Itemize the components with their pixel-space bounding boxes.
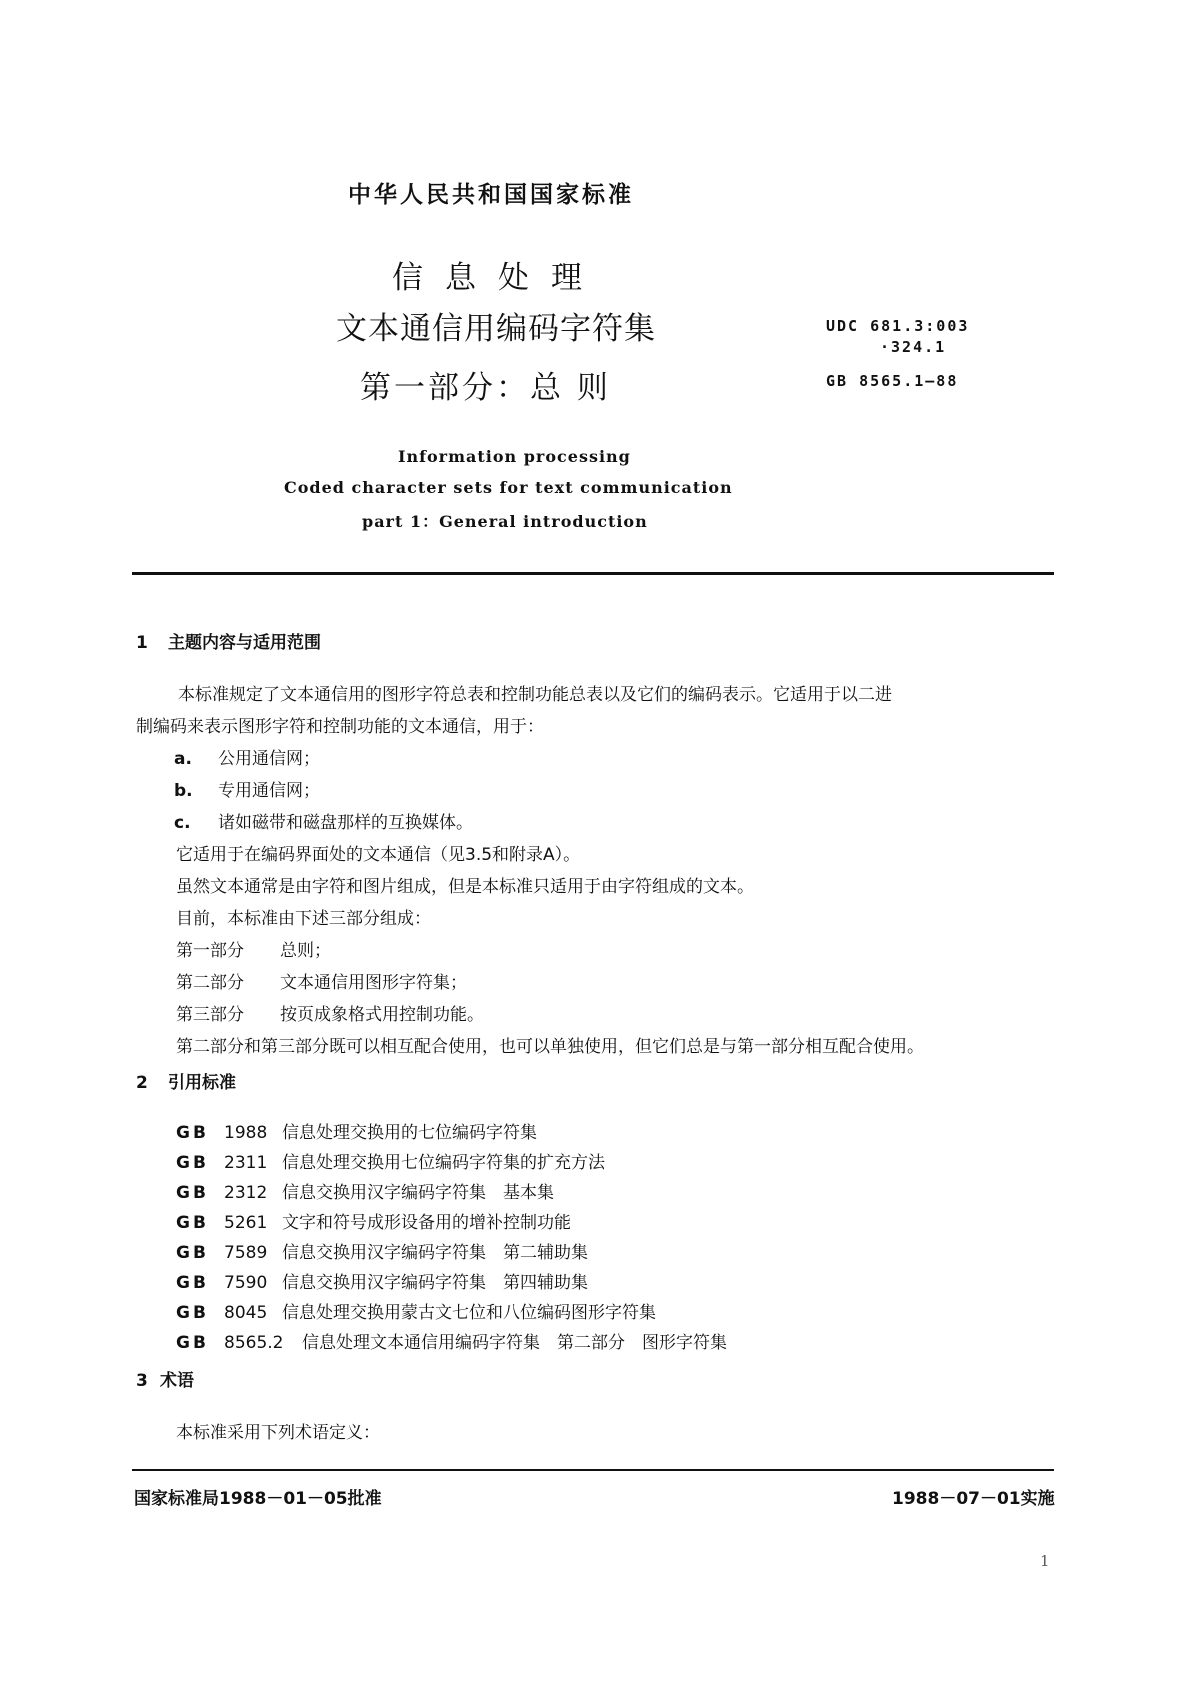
part-item: [176, 1000, 484, 1025]
reference-prefix: GB: [176, 1153, 209, 1173]
section-3-paragraph-1: 本标准采用下列术语定义：: [176, 1423, 380, 1443]
reference-title: 信息交换用汉字编码字符集 第四辅助集: [282, 1273, 588, 1293]
part-item: [176, 936, 331, 961]
reference-row: [176, 1238, 588, 1263]
list-item: [174, 776, 320, 801]
standard-organization: 中华人民共和国国家标准: [348, 182, 634, 208]
reference-row: [176, 1268, 588, 1293]
udc-code-line-2: ·324.1: [880, 338, 947, 356]
reference-row: [176, 1298, 656, 1323]
reference-prefix: GB: [176, 1123, 209, 1143]
reference-title: 信息交换用汉字编码字符集 基本集: [282, 1183, 554, 1203]
list-item: [174, 744, 320, 769]
list-item-label: a.: [174, 749, 192, 769]
title-line-3: 第一部分：总 则: [360, 370, 611, 406]
english-title-line-3: part 1：General introduction: [362, 512, 648, 531]
header-divider: [132, 572, 1054, 575]
list-item-text: 专用通信网；: [218, 781, 320, 801]
reference-prefix: GB: [176, 1183, 209, 1203]
udc-code-line-1: UDC 681.3:003: [826, 317, 970, 335]
reference-title: 文字和符号成形设备用的增补控制功能: [282, 1213, 571, 1233]
reference-code: 8045: [224, 1303, 268, 1323]
reference-code: 7590: [224, 1273, 268, 1293]
section-1-paragraph-5: 第二部分和第三部分既可以相互配合使用，也可以单独使用，但它们总是与第一部分相互配合使用。: [176, 1037, 924, 1057]
reference-row: [176, 1148, 605, 1173]
reference-code: 8565.2: [224, 1333, 284, 1353]
reference-prefix: GB: [176, 1273, 209, 1293]
list-item-text: 诸如磁带和磁盘那样的互换媒体。: [218, 813, 473, 833]
list-item-label: b.: [174, 781, 193, 801]
reference-code: 5261: [224, 1213, 268, 1233]
english-title-line-2: Coded character sets for text communication: [284, 478, 733, 497]
reference-code: 2311: [224, 1153, 268, 1173]
section-number: 3: [136, 1371, 148, 1391]
section-title: 引用标准: [168, 1073, 236, 1093]
part-text: 按页成象格式用控制功能。: [280, 1005, 484, 1025]
list-item: [174, 808, 473, 833]
page-number: 1: [1040, 1552, 1050, 1570]
reference-code: 7589: [224, 1243, 268, 1263]
section-number: 1: [136, 633, 148, 653]
part-text: 文本通信用图形字符集；: [280, 973, 467, 993]
section-number: 2: [136, 1073, 148, 1093]
title-line-1: 信息处理: [392, 260, 604, 296]
english-title-line-1: Information processing: [398, 447, 631, 466]
section-1-paragraph-3: 虽然文本通常是由字符和图片组成，但是本标准只适用于由字符组成的文本。: [176, 877, 754, 897]
section-title: 主题内容与适用范围: [168, 633, 321, 653]
reference-code: 2312: [224, 1183, 268, 1203]
reference-title: 信息处理交换用蒙古文七位和八位编码图形字符集: [282, 1303, 656, 1323]
gb-standard-code: GB 8565.1—88: [826, 372, 959, 390]
reference-title: 信息处理交换用七位编码字符集的扩充方法: [282, 1153, 605, 1173]
part-text: 总则；: [280, 941, 331, 961]
part-item: [176, 968, 467, 993]
title-line-2: 文本通信用编码字符集: [336, 311, 656, 347]
footer-divider: [132, 1469, 1054, 1471]
section-1-paragraph-4: 目前，本标准由下述三部分组成：: [176, 909, 431, 929]
part-label: 第一部分: [176, 941, 244, 961]
effective-date: 1988－07－01实施: [892, 1489, 1055, 1509]
approval-date: 国家标准局1988－01－05批准: [134, 1489, 382, 1509]
reference-row: [176, 1208, 571, 1233]
section-title: 术语: [160, 1371, 194, 1391]
section-1-paragraph-1-line-1: 本标准规定了文本通信用的图形字符总表和控制功能总表以及它们的编码表示。它适用于以二进: [178, 685, 892, 705]
section-1-paragraph-2: 它适用于在编码界面处的文本通信（见3.5和附录A）。: [176, 845, 581, 865]
reference-title: 信息处理文本通信用编码字符集 第二部分 图形字符集: [302, 1333, 727, 1353]
reference-row: [176, 1178, 554, 1203]
reference-prefix: GB: [176, 1333, 209, 1353]
part-label: 第二部分: [176, 973, 244, 993]
reference-title: 信息处理交换用的七位编码字符集: [282, 1123, 537, 1143]
list-item-text: 公用通信网；: [218, 749, 320, 769]
reference-title: 信息交换用汉字编码字符集 第二辅助集: [282, 1243, 588, 1263]
reference-row: [176, 1118, 537, 1143]
reference-prefix: GB: [176, 1243, 209, 1263]
reference-row: [176, 1328, 727, 1353]
reference-prefix: GB: [176, 1303, 209, 1323]
section-3-heading: [136, 1366, 194, 1391]
section-1-paragraph-1-line-2: 制编码来表示图形字符和控制功能的文本通信，用于：: [136, 717, 544, 737]
reference-code: 1988: [224, 1123, 268, 1143]
reference-prefix: GB: [176, 1213, 209, 1233]
list-item-label: c.: [174, 813, 191, 833]
section-1-heading: [136, 628, 321, 653]
part-label: 第三部分: [176, 1005, 244, 1025]
section-2-heading: [136, 1068, 236, 1093]
